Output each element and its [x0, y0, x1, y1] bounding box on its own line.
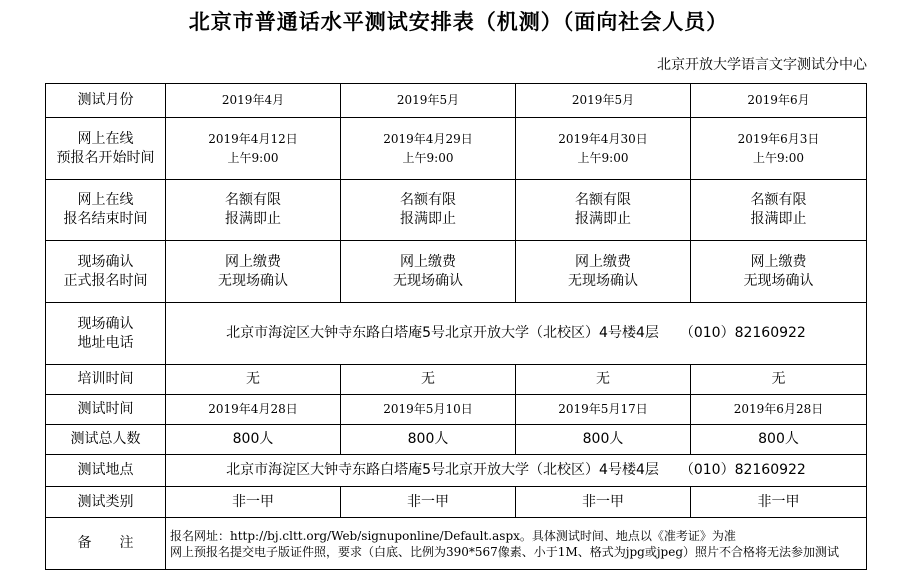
row-header: 测试类别 [46, 487, 166, 518]
table-cell: 2019年6月3日 上午9:00 [691, 118, 867, 180]
row-test-location [46, 455, 867, 487]
row-registration-end [46, 180, 867, 241]
row-header: 现场确认 正式报名时间 [46, 241, 166, 303]
table-cell: 网上缴费 无现场确认 [516, 241, 691, 303]
table-cell: 2019年5月17日 [516, 395, 691, 425]
table-cell: 800人 [166, 425, 341, 455]
row-header: 测试时间 [46, 395, 166, 425]
address-cell: 北京市海淀区大钟寺东路白塔庵5号北京开放大学（北校区）4号楼4层 （010）82160922 [166, 303, 867, 365]
table-cell: 2019年4月 [166, 84, 341, 118]
table-cell: 无 [341, 365, 516, 395]
table-cell: 2019年4月28日 [166, 395, 341, 425]
schedule-table [45, 83, 867, 570]
table-cell: 无 [516, 365, 691, 395]
table-cell: 2019年4月29日 上午9:00 [341, 118, 516, 180]
page-title: 北京市普通话水平测试安排表（机测）（面向社会人员） [188, 10, 729, 34]
table-cell: 无 [691, 365, 867, 395]
table-cell: 网上缴费 无现场确认 [166, 241, 341, 303]
table-cell: 无 [166, 365, 341, 395]
table-cell: 非一甲 [166, 487, 341, 518]
notes-line: 报名网址：http://bj.cltt.org/Web/signuponline/Default.aspx。具体测试时间、地点以《准考证》为准 [170, 528, 736, 543]
notes-cell [166, 518, 867, 570]
table-cell: 名额有限 报满即止 [516, 180, 691, 241]
organization-name: 北京开放大学语言文字测试分中心 [657, 57, 867, 73]
row-header: 培训时间 [46, 365, 166, 395]
row-test-category [46, 487, 867, 518]
table-cell: 2019年5月10日 [341, 395, 516, 425]
row-onsite-confirmation [46, 241, 867, 303]
row-training-time [46, 365, 867, 395]
table-cell: 非一甲 [691, 487, 867, 518]
row-confirmation-address [46, 303, 867, 365]
table-cell: 2019年4月12日 上午9:00 [166, 118, 341, 180]
row-header: 网上在线 预报名开始时间 [46, 118, 166, 180]
row-header: 备 注 [46, 518, 166, 570]
row-header: 测试总人数 [46, 425, 166, 455]
row-header: 网上在线 报名结束时间 [46, 180, 166, 241]
table-cell: 2019年6月 [691, 84, 867, 118]
row-header: 现场确认 地址电话 [46, 303, 166, 365]
table-cell: 名额有限 报满即止 [166, 180, 341, 241]
row-test-month [46, 84, 867, 118]
table-cell: 2019年6月28日 [691, 395, 867, 425]
table-cell: 名额有限 报满即止 [691, 180, 867, 241]
row-header: 测试地点 [46, 455, 166, 487]
row-header: 测试月份 [46, 84, 166, 118]
table-cell: 800人 [516, 425, 691, 455]
row-registration-start [46, 118, 867, 180]
table-cell: 名额有限 报满即止 [341, 180, 516, 241]
row-notes [46, 518, 867, 570]
table-cell: 网上缴费 无现场确认 [691, 241, 867, 303]
table-cell: 2019年5月 [341, 84, 516, 118]
location-cell: 北京市海淀区大钟寺东路白塔庵5号北京开放大学（北校区）4号楼4层 （010）82160922 [166, 455, 867, 487]
table-cell: 800人 [341, 425, 516, 455]
table-cell: 800人 [691, 425, 867, 455]
table-cell: 2019年5月 [516, 84, 691, 118]
table-cell: 非一甲 [516, 487, 691, 518]
table-cell: 2019年4月30日 上午9:00 [516, 118, 691, 180]
row-test-date [46, 395, 867, 425]
notes-line: 网上预报名提交电子版证件照，要求（白底、比例为390*567像素、小于1M、格式为jpg或jpeg）照片不合格将无法参加测试 [170, 544, 840, 559]
table-cell: 网上缴费 无现场确认 [341, 241, 516, 303]
table-cell: 非一甲 [341, 487, 516, 518]
row-capacity [46, 425, 867, 455]
